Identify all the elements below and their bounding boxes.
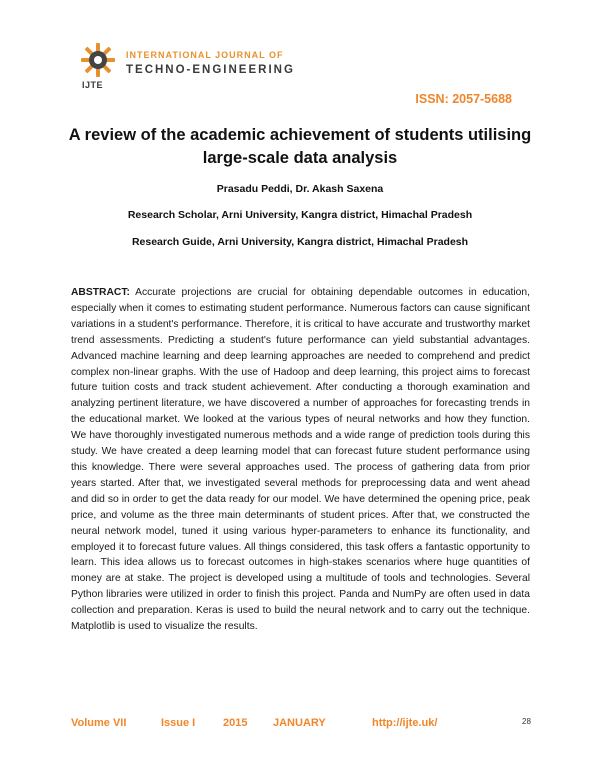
issn: ISSN: 2057-5688 [415, 92, 512, 106]
footer-url[interactable]: http://ijte.uk/ [372, 717, 438, 729]
abstract-text: Accurate projections are crucial for obtaining dependable outcomes in education, especially when it comes to estimating student performance. Numerous factors can cause significant variations in a student's performance. Therefore, it is critical to have accurate and trustworthy market trend assessments. Predicting a student's future performance can yield substantial advantages. Advanced machine learning and deep learning approaches are needed to comprehend and predict complex non-linear graphs. With the use of Hadoop and deep learning, this project aims to forecast future tuition costs and track student achievement. After conducting a thorough examination and analyzing pertinent literature, we have discovered a number of approaches for forecasting trends in the educational market. We looked at the various types of neural networks and how they function. We have thoroughly investigated numerous methods and a wide range of prediction tools during this study. We have created a deep learning model that can forecast future student performance using this knowledge. There were several approaches used. The process of gathering data from prior years started. After that, we investigated several methods for preprocessing data and went ahead and did so in order to get the data ready for our model. We have determined the opening price, peak price, and volume as the three main determinants of student prices. After that, we constructed the neural network model, tuned it using various hyper-parameters to enhance its functionality, and employed it to forecast future values. All things considered, this task offers a fantastic opportunity to learn. This idea allows us to forecast outcomes in high-stakes scenarios where huge quantities of money are at stake. The project is developed using a multitude of tools and technologies. Several Python libraries were utilized in order to finish this project. Panda and NumPy are often used in data collection and preparation. Keras is used to build the neural network and to carry out the technique. Matplotlib is used to visualize the results. [71, 287, 530, 633]
footer-year: 2015 [223, 717, 248, 729]
paper-title: A review of the academic achievement of students utilising large-scale data analysis [68, 126, 532, 167]
footer-volume: Volume VII [71, 717, 127, 729]
affiliation-2: Research Guide, Arni University, Kangra district, Himachal Pradesh [131, 236, 469, 248]
paper-authors: Prasadu Peddi, Dr. Akash Saxena [216, 183, 384, 195]
footer-month: JANUARY [273, 717, 326, 729]
journal-name-line1: INTERNATIONAL JOURNAL OF [126, 50, 284, 60]
abstract [71, 285, 530, 635]
affiliation-1: Research Scholar, Arni University, Kangra district, Himachal Pradesh [127, 209, 473, 221]
page-footer [71, 717, 531, 733]
gear-flower-icon [76, 40, 124, 82]
footer-issue: Issue I [161, 717, 196, 729]
abstract-label: ABSTRACT: [71, 287, 130, 298]
journal-name-line2: TECHNO-ENGINEERING [126, 64, 295, 76]
journal-abbreviation: IJTE [82, 80, 104, 90]
journal-header [76, 40, 336, 96]
page-number: 28 [522, 717, 531, 726]
